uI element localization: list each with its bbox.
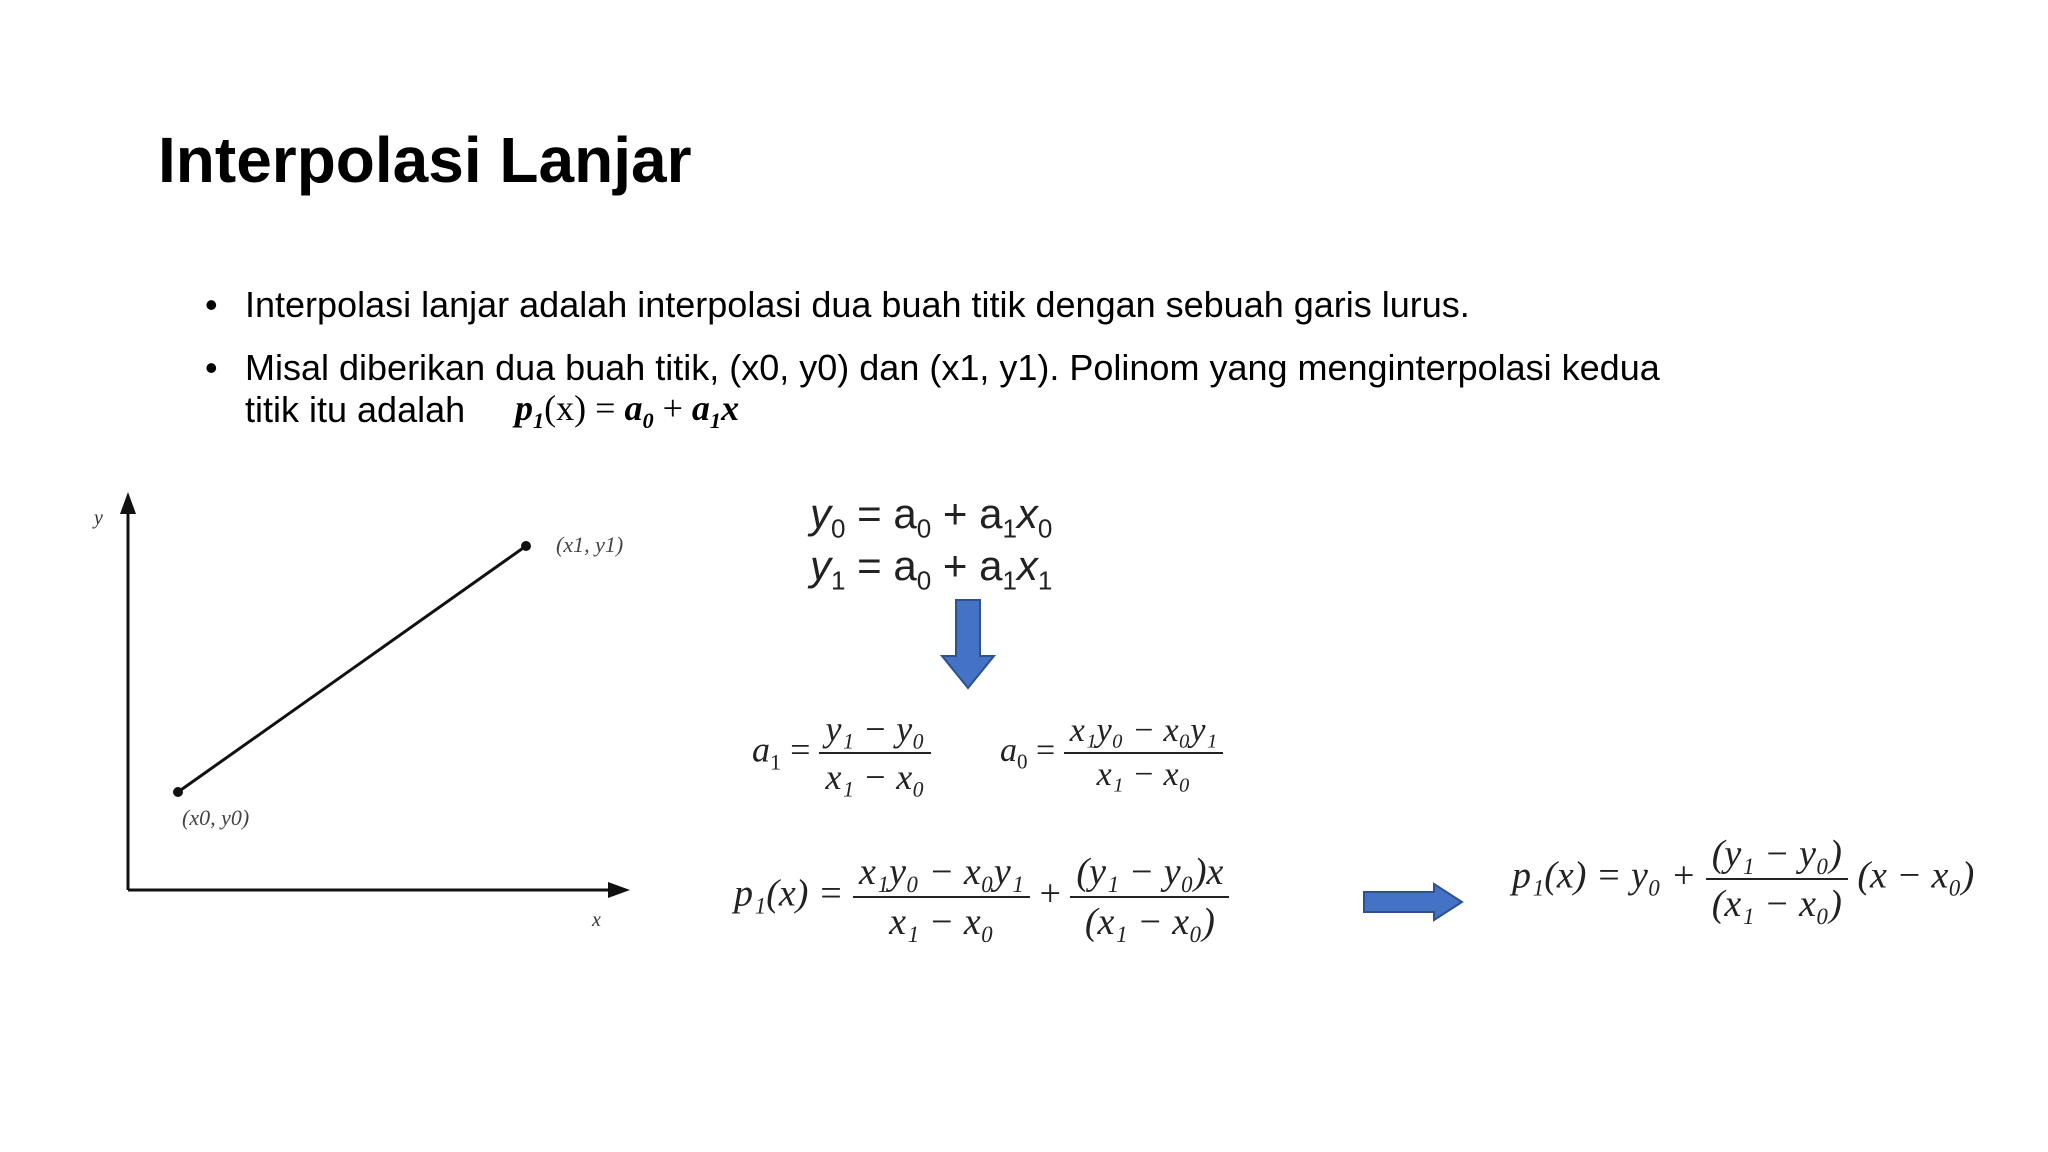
polynomial-frac1-numerator: x₁y₀ − x₀y₁ bbox=[853, 850, 1030, 898]
polynomial-plus: + bbox=[1039, 872, 1061, 915]
result-formula bbox=[1512, 832, 1974, 926]
result-lhs: p₁(x) = y₀ + bbox=[1512, 854, 1697, 897]
interpolation-line bbox=[178, 546, 526, 792]
right-arrow-icon bbox=[1362, 882, 1464, 922]
point-1 bbox=[521, 541, 531, 551]
a1-numerator: y₁ − y₀ bbox=[819, 708, 930, 754]
interpolation-graph bbox=[80, 490, 640, 940]
result-numerator: (y₁ − y₀) bbox=[1706, 832, 1848, 880]
system-equation-2: $y_1 = a_0 + a_1x_1$ bbox=[810, 542, 1053, 596]
bullet-dot: • bbox=[205, 347, 218, 388]
slide-title: Interpolasi Lanjar bbox=[158, 124, 692, 196]
point-1-label: (x1, y1) bbox=[556, 532, 624, 557]
bullet-1-text: Interpolasi lanjar adalah interpolasi dua buah titik dengan sebuah garis lurus. bbox=[245, 284, 1470, 325]
coefficient-a0-formula: $a_0$ = $\frac{\text{x₁y₀ − x₀y₁}}{\text{x₁ − x₀}}$ bbox=[1000, 712, 1223, 794]
bullet-2-line-1: Misal diberikan dua buah titik, (x0, y0) dan (x1, y1). Polinom yang menginterpolasi kedua bbox=[245, 347, 1660, 388]
polynomial-frac2-numerator: (y₁ − y₀)x bbox=[1070, 850, 1229, 898]
a1-denominator: x₁ − x₀ bbox=[825, 757, 925, 797]
polynomial-frac1-denominator: x₁ − x₀ bbox=[889, 901, 994, 943]
polynomial-expression bbox=[734, 850, 1229, 944]
bullet-1 bbox=[205, 284, 1805, 326]
result-tail: (x − x₀) bbox=[1857, 854, 1975, 897]
x-axis-label: x bbox=[592, 909, 601, 931]
inline-polynomial-formula: $p_1(x) = a_0 + a_1x$ bbox=[515, 388, 740, 434]
down-arrow-icon bbox=[940, 598, 996, 690]
polynomial-frac2-denominator: (x₁ − x₀) bbox=[1084, 901, 1215, 943]
point-0-label: (x0, y0) bbox=[182, 805, 250, 830]
a0-numerator: x₁y₀ − x₀y₁ bbox=[1064, 712, 1224, 754]
a0-denominator: x₁ − x₀ bbox=[1096, 756, 1191, 793]
bullet-2 bbox=[205, 347, 1805, 437]
polynomial-lhs: p₁(x) = bbox=[734, 872, 844, 915]
result-denominator: (x₁ − x₀) bbox=[1711, 883, 1842, 925]
y-axis-label: y bbox=[94, 507, 103, 529]
system-equation-1: $y_0 = a_0 + a_1x_0$ bbox=[810, 490, 1053, 544]
x-axis-arrowhead bbox=[608, 882, 630, 898]
point-0 bbox=[173, 787, 183, 797]
coefficient-a1-formula: $a_1$ = $\frac{\text{y₁ − y₀}}{\text{x₁ − x₀}}$ bbox=[752, 708, 931, 798]
bullet-2-line-2: titik itu adalah bbox=[245, 389, 466, 430]
y-axis-arrowhead bbox=[120, 492, 136, 514]
bullet-dot: • bbox=[205, 284, 218, 325]
